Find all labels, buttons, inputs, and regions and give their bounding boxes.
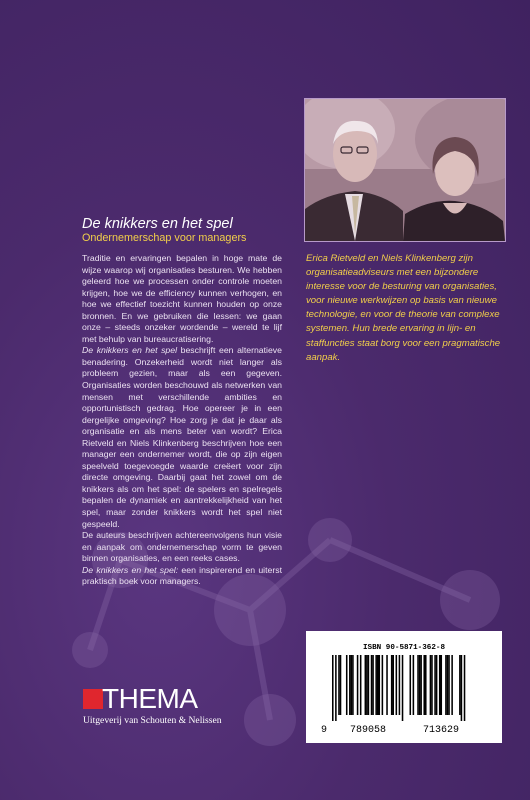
barcode-bar (430, 655, 432, 715)
barcode-box (306, 631, 502, 743)
barcode-bar (352, 655, 354, 715)
barcode-bar (377, 655, 379, 715)
barcode-digits: 9 (320, 725, 328, 736)
barcode-bar (386, 655, 388, 715)
barcode-bar (368, 655, 370, 715)
paragraph-intro: Traditie en ervaringen bepalen in hoge mate de wijze waarop wij organisaties besturen. We hebben geleerd hoe we processen onder controle moeten krijgen, hoe we de efficiency kunnen verhogen, en hoe we effectief toezicht kunnen houden op onze bronnen. En we gebruiken die lessen: we gaan onze – steeds onzeker wordende – wereld te lijf met behulp van bureaucratisering. (82, 253, 282, 344)
barcode-bar (410, 655, 412, 715)
barcode-bar (379, 655, 381, 715)
barcode-bar (445, 655, 447, 715)
barcode-bar (338, 655, 340, 715)
isbn-label: ISBN 90-5871-362-8 (362, 644, 446, 652)
barcode-bar (402, 655, 404, 721)
barcode-bar (346, 655, 348, 715)
barcode-bar (349, 655, 351, 715)
barcode-bar (461, 655, 463, 721)
author-photo (304, 98, 506, 242)
barcode-digits: 713629 (422, 725, 460, 736)
paragraph-approach-text: beschrijft een alternatieve benadering. Onzekerheid wordt niet langer als probleem gezien, maar als een gegeven. Organisaties worden beschouwd als netwerken van mensen met verschillende ambities en opportunistisch gedrag. Hoe opereer je in een dergelijke omgeving? Hoe zorg je dat je daar als organisatie en als mens beter van wordt? Erica Rietveld en Niels Klinkenberg beschrijven hoe een manager een ondernemer wordt, die op zijn eigen speelveld toegevoegde waarde creëert voor zijn directe omgeving. Daarbij gaat het zowel om de knikkers als om het spel: de spelers en spelregels bepalen de dynamiek en aantrekkelijkheid van het spel, maar zonder knikkers wordt het spel niet gespeeld. (82, 345, 282, 529)
barcode-bar (423, 655, 425, 715)
barcode-bar (436, 655, 438, 715)
barcode-bar (392, 655, 394, 715)
publisher-name: THEMA (102, 683, 198, 714)
book-title: De knikkers en het spel (82, 216, 233, 232)
title-reference: De knikkers en het spel (82, 345, 178, 356)
barcode-bar (434, 655, 436, 715)
barcode-bar (441, 655, 443, 715)
barcode-bar (332, 655, 334, 721)
barcode-bar (425, 655, 427, 715)
barcode-bar (464, 655, 466, 721)
author-bio: Erica Rietveld en Niels Klinkenberg zijn organisatieadviseurs met een bijzondere interesse voor de besturing van organisaties, voor nieuwe werkwijzen op basis van nieuwe technologie, en voor de theorie van complexe systemen. Hun brede ervaring in lijn- en staffuncties staat borg voor een pragmatische aanpak. (306, 253, 501, 363)
barcode-bar (459, 655, 461, 715)
barcode-bar (351, 655, 353, 715)
back-cover-text (82, 253, 282, 588)
publisher-tagline: Uitgeverij van Schouten & Nelissen (83, 715, 222, 726)
barcode-bar (417, 655, 419, 715)
barcode-bar (391, 655, 393, 715)
barcode-bar (431, 655, 433, 715)
barcode-bar (366, 655, 368, 715)
title-reference: De knikkers en het spel: (82, 564, 179, 575)
barcode-bar (375, 655, 377, 715)
barcode-bar (382, 655, 384, 715)
barcode-digits: 789058 (349, 725, 387, 736)
barcode-bar (419, 655, 421, 715)
book-subtitle: Ondernemerschap voor managers (82, 232, 247, 244)
barcode-bar (335, 655, 337, 721)
barcode-bar (399, 655, 401, 715)
paragraph-authors: De auteurs beschrijven achtereenvolgens hun visie en aanpak om ondernemerschap vorm te geven binnen organisaties, en een reeks cases. (82, 530, 282, 564)
paragraph-closing (82, 565, 282, 588)
publisher-logo-square-icon (83, 689, 103, 709)
barcode-bar (413, 655, 415, 715)
barcode-bar (396, 655, 398, 715)
paragraph-closing-text: een inspirerend en uiterst praktisch boek voor managers. (82, 564, 283, 587)
barcode-bar (439, 655, 441, 715)
barcode-bar (448, 655, 450, 715)
barcode-bar (340, 655, 342, 715)
barcode-bar (360, 655, 362, 715)
barcode-bar (365, 655, 367, 715)
barcode-bar (372, 655, 374, 715)
barcode-icon (306, 631, 502, 743)
barcode-bar (451, 655, 453, 715)
paragraph-approach (82, 345, 282, 530)
barcode-bar (357, 655, 359, 715)
barcode-bar (420, 655, 422, 715)
barcode-bar (447, 655, 449, 715)
barcode-bar (371, 655, 373, 715)
